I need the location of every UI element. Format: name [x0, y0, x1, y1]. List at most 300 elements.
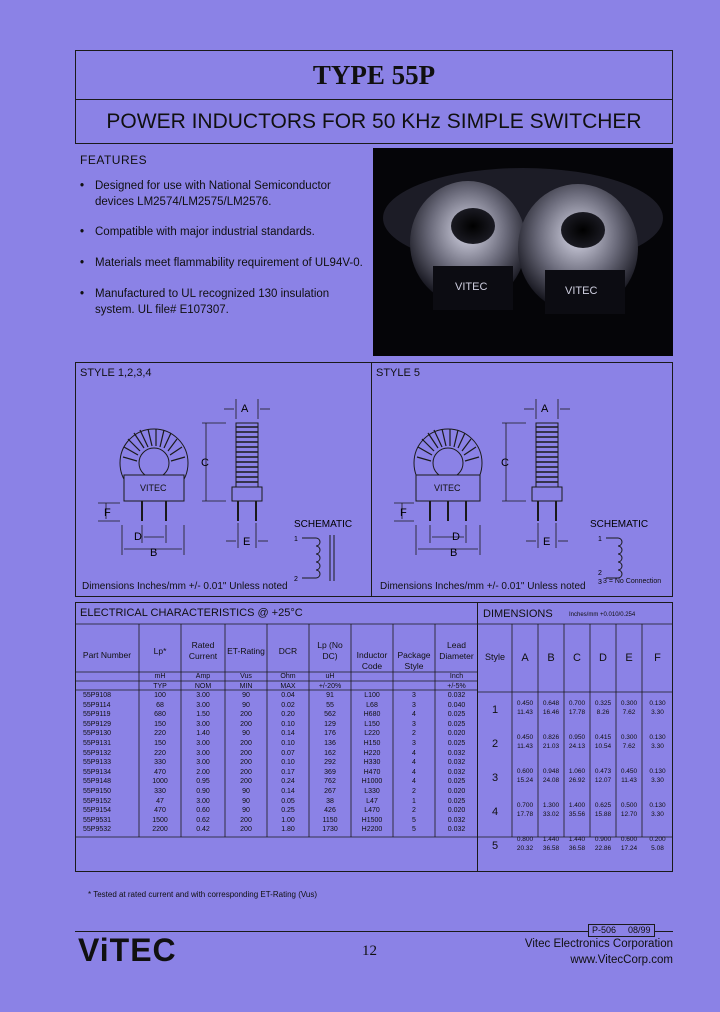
table-cell: 100	[154, 692, 166, 699]
table-cell: 200	[240, 711, 252, 719]
dim-inch-cell: 0.950	[568, 734, 586, 741]
part-number-cell: 55P9114	[83, 701, 111, 709]
dim-inch-cell: 0.600	[516, 768, 534, 775]
part-number-cell: 55P9108	[83, 692, 112, 699]
style-5-title: STYLE 5	[376, 367, 421, 379]
table-cell: 4	[412, 778, 416, 786]
table-row	[75, 777, 478, 787]
dim-inch-cell: 1.060	[568, 768, 586, 775]
table-cell: 4	[412, 711, 416, 719]
table-cell: 220	[154, 730, 166, 738]
table-cell: 0.032	[447, 692, 466, 699]
part-number-cell: 55P9134	[83, 768, 112, 776]
table-cell: 4	[412, 749, 416, 757]
pin-2-label: 2	[598, 570, 602, 577]
table-row	[75, 749, 478, 759]
table-cell: L470	[364, 807, 380, 815]
table-cell: 0.040	[447, 701, 466, 709]
dim-b-label: B	[450, 547, 458, 559]
dim-inch-cell: 0.325	[594, 700, 612, 707]
table-cell: 91	[326, 692, 334, 699]
table-cell: 90	[242, 692, 250, 699]
dim-style-cell: 2	[491, 738, 499, 750]
table-cell: H1000	[361, 778, 383, 786]
table-cell: H330	[363, 759, 381, 767]
table-cell: L150	[364, 720, 380, 728]
table-cell: 1.40	[196, 730, 210, 738]
table-cell: 90	[242, 807, 250, 815]
table-row	[75, 797, 478, 807]
table-cell: 0.02	[281, 701, 295, 709]
table-cell: L220	[364, 730, 380, 738]
dim-mm-cell: 26.92	[568, 777, 586, 784]
electrical-data-table	[75, 691, 478, 835]
unit-cell	[393, 672, 435, 682]
style-5-drawing	[372, 363, 671, 596]
part-number-cell: 55P9132	[83, 749, 112, 757]
doc-code: P-506 08/99	[588, 924, 655, 937]
table-cell: 3	[412, 692, 416, 699]
table-cell: 3.00	[196, 759, 210, 767]
unit-cell: Ohm	[280, 673, 296, 680]
dim-mm-cell: 12.70	[620, 811, 638, 818]
table-cell: 0.10	[281, 739, 295, 747]
table-cell: 3.00	[196, 749, 210, 757]
unit-cell: TYP	[153, 682, 167, 690]
dim-f-label: F	[400, 507, 407, 519]
unit-cell	[75, 682, 139, 692]
dim-mm-cell: 22.86	[594, 845, 612, 852]
table-cell: H220	[363, 749, 381, 757]
part-number-cell: 55P9152	[83, 797, 112, 805]
table-cell: 220	[154, 749, 166, 757]
dim-inch-cell: 0.200	[649, 836, 666, 843]
part-number-cell: 55P9154	[83, 807, 112, 815]
dim-mm-cell: 3.30	[651, 811, 664, 818]
dim-mm-cell: 3.30	[651, 743, 664, 750]
table-cell: 0.025	[447, 739, 466, 747]
product-photo	[373, 148, 673, 356]
photo-label-left: VITEC	[455, 281, 488, 293]
unit-cell	[75, 672, 139, 682]
table-cell: 369	[324, 768, 336, 776]
table-cell: L100	[364, 692, 380, 699]
dim-inch-cell: 0.948	[542, 768, 560, 775]
style-1-4-drawing	[76, 363, 371, 596]
dimension-note: Dimensions Inches/mm +/- 0.01" Unless noted	[380, 581, 586, 592]
electrical-footnote: * Tested at rated current and with corresponding ET-Rating (Vus)	[88, 890, 318, 899]
dim-style-cell: 4	[491, 806, 499, 818]
unit-cell: +/-20%	[318, 682, 342, 690]
table-cell: 0.025	[447, 711, 466, 719]
dim-col-header: Style	[484, 652, 505, 662]
dimensions-title: DIMENSIONS	[483, 608, 553, 620]
table-cell: 0.24	[281, 778, 295, 786]
table-cell: 3.00	[196, 739, 210, 747]
dim-mm-cell: 15.88	[594, 811, 612, 818]
schematic-label: SCHEMATIC	[590, 519, 649, 530]
table-cell: 0.10	[281, 759, 295, 767]
table-cell: 0.14	[281, 730, 295, 738]
dim-inch-cell: 0.625	[594, 802, 612, 809]
dim-mm-cell: 20.32	[516, 845, 534, 852]
table-cell: 0.025	[447, 797, 466, 805]
dim-mm-cell: 8.26	[596, 709, 610, 716]
table-cell: 3	[412, 739, 416, 747]
table-cell: 3.00	[196, 797, 210, 805]
table-cell: 90	[242, 787, 250, 795]
table-row	[75, 720, 478, 730]
col-header-dcr: DCR	[278, 646, 298, 656]
dim-inch-cell: 0.900	[594, 836, 612, 843]
table-cell: 1000	[152, 778, 168, 786]
part-number-cell: 55P9129	[83, 720, 112, 728]
table-row	[75, 806, 478, 816]
dim-f-label: F	[104, 507, 111, 519]
table-cell: 3.00	[196, 692, 210, 699]
vitec-logo: ViTEC	[78, 932, 177, 968]
table-cell: 0.20	[281, 711, 295, 719]
part-number-cell: 55P9148	[83, 778, 112, 786]
dim-inch-cell: 0.700	[568, 700, 586, 707]
table-row	[75, 768, 478, 778]
table-cell: 136	[324, 739, 336, 747]
table-cell: 162	[324, 749, 336, 757]
table-cell: 2	[412, 730, 416, 738]
dim-inch-cell: 0.600	[620, 836, 638, 843]
table-cell: 0.032	[447, 768, 466, 776]
table-cell: 0.032	[447, 759, 466, 767]
dim-mm-cell: 17.78	[516, 811, 534, 818]
unit-cell: Amp	[195, 673, 211, 680]
electrical-units-table	[75, 672, 478, 691]
pin-1-label: 1	[294, 536, 298, 543]
table-cell: 200	[240, 768, 252, 776]
no-connection-note: 3 = No Connection	[603, 578, 662, 585]
table-row	[75, 787, 478, 797]
dim-mm-cell: 24.13	[568, 743, 586, 750]
part-number-cell: 55P9119	[83, 711, 111, 719]
table-cell: H150	[363, 739, 381, 747]
col-header-package-style: Package Style	[397, 650, 431, 671]
dim-mm-cell: 5.08	[651, 845, 664, 852]
dim-col-header: E	[625, 652, 633, 664]
dim-inch-cell: 0.700	[516, 802, 534, 809]
table-cell: L330	[364, 787, 380, 795]
col-header-part-number: Part Number	[82, 650, 132, 660]
dim-mm-cell: 11.43	[621, 777, 637, 784]
page-subtitle: POWER INDUCTORS FOR 50 KHz SIMPLE SWITCHER	[75, 100, 673, 144]
col-header-et-rating: ET-Rating	[227, 646, 265, 656]
electrical-title: ELECTRICAL CHARACTERISTICS @ +25°C	[80, 607, 303, 619]
unit-cell: MAX	[280, 682, 296, 690]
dim-a-label: A	[541, 403, 549, 415]
table-cell: 680	[154, 711, 166, 719]
style-1-4-panel	[75, 362, 372, 597]
table-cell: L68	[366, 701, 378, 709]
table-row	[75, 729, 478, 739]
dim-mm-cell: 3.30	[651, 777, 664, 784]
dim-mm-cell: 7.62	[622, 743, 636, 750]
dim-inch-cell: 0.473	[594, 768, 612, 775]
unit-cell	[351, 682, 393, 692]
schematic-label: SCHEMATIC	[294, 519, 353, 530]
table-cell: 0.04	[281, 692, 295, 699]
table-cell: 200	[240, 759, 252, 767]
dim-inch-cell: 0.826	[542, 734, 560, 741]
part-number-cell: 55P9531	[83, 816, 112, 824]
dim-mm-cell: 16.46	[542, 709, 560, 716]
table-cell: 0.032	[447, 826, 466, 834]
part-number-cell: 55P9130	[83, 730, 112, 738]
unit-cell: MIN	[239, 682, 253, 690]
table-cell: 90	[242, 730, 250, 738]
dim-a-label: A	[241, 403, 249, 415]
col-header-lp: Lp*	[153, 646, 167, 656]
table-cell: 200	[240, 749, 252, 757]
table-cell: 68	[156, 701, 164, 709]
table-cell: 200	[240, 826, 252, 834]
dim-inch-cell: 0.500	[620, 802, 638, 809]
table-cell: 2200	[152, 826, 168, 834]
feature-item: • Compatible with major industrial standards.	[80, 226, 315, 238]
dim-mm-cell: 11.43	[517, 743, 533, 750]
dim-inch-cell: 0.415	[594, 734, 612, 741]
dim-mm-cell: 21.03	[542, 743, 560, 750]
table-cell: 2	[412, 787, 416, 795]
dim-mm-cell: 12.07	[594, 777, 612, 784]
part-label: VITEC	[140, 483, 167, 493]
dim-inch-cell: 0.450	[516, 734, 534, 741]
table-cell: 3.00	[196, 701, 210, 709]
table-row	[75, 739, 478, 749]
table-cell: 0.032	[447, 749, 466, 757]
dim-d-label: D	[452, 531, 460, 543]
table-cell: 0.60	[196, 807, 210, 815]
dim-mm-cell: 11.43	[517, 709, 533, 716]
dim-inch-cell: 0.300	[620, 700, 638, 707]
table-cell: 0.95	[196, 778, 210, 786]
style-1-4-title: STYLE 1,2,3,4	[80, 367, 152, 379]
table-cell: 762	[324, 778, 336, 786]
pin-3-label: 3	[598, 579, 602, 586]
dim-mm-cell: 7.62	[622, 709, 636, 716]
table-cell: 3	[412, 720, 416, 728]
table-cell: 200	[240, 778, 252, 786]
dim-mm-cell: 24.08	[542, 777, 560, 784]
table-row	[75, 758, 478, 768]
feature-item: • Manufactured to UL recognized 130 insulation system. UL file# E107307.	[80, 288, 330, 316]
unit-cell	[351, 672, 393, 682]
dim-inch-cell: 0.300	[620, 734, 638, 741]
dim-style-cell: 5	[491, 840, 499, 852]
table-cell: 200	[240, 816, 252, 824]
table-cell: 0.14	[281, 787, 295, 795]
part-number-cell: 55P9150	[83, 787, 112, 795]
dim-mm-cell: 36.58	[568, 845, 586, 852]
table-cell: 0.020	[447, 807, 466, 815]
feature-item: • Materials meet flammability requirement of UL94V-0.	[80, 257, 363, 269]
dim-inch-cell: 0.450	[516, 700, 534, 707]
table-row	[75, 701, 478, 711]
table-cell: 292	[324, 759, 336, 767]
table-cell: 200	[240, 720, 252, 728]
table-cell: 1.50	[196, 711, 210, 719]
dim-c-label: C	[201, 457, 209, 469]
dim-inch-cell: 1.300	[542, 802, 560, 809]
part-label: VITEC	[434, 483, 461, 493]
company-name: Vitec Electronics Corporation	[524, 938, 673, 950]
table-cell: 4	[412, 768, 416, 776]
table-cell: 150	[154, 720, 166, 728]
table-cell: L47	[366, 797, 378, 805]
table-cell: 5	[412, 826, 416, 834]
dim-inch-cell: 0.130	[649, 700, 666, 707]
dim-inch-cell: 0.130	[649, 768, 666, 775]
dim-style-cell: 1	[491, 704, 499, 716]
table-cell: 1730	[322, 826, 338, 834]
dim-mm-cell: 3.30	[651, 709, 664, 716]
table-cell: 1.80	[281, 826, 295, 834]
table-cell: 0.05	[281, 797, 295, 805]
table-cell: 55	[326, 701, 334, 709]
table-cell: 0.020	[447, 787, 466, 795]
table-cell: 3	[412, 701, 416, 709]
part-number-cell: 55P9133	[83, 759, 112, 767]
col-header-inductor-code: Inductor Code	[356, 650, 388, 671]
dim-col-header: A	[521, 652, 529, 664]
dim-inch-cell: 0.648	[542, 700, 560, 707]
dim-inch-cell: 0.800	[516, 836, 534, 843]
table-cell: 330	[154, 759, 166, 767]
col-header-lp-no-dc: Lp (No DC)	[317, 640, 343, 661]
table-row	[75, 816, 478, 826]
unit-cell: NOM	[194, 682, 212, 690]
table-cell: 47	[156, 797, 164, 805]
table-cell: 5	[412, 816, 416, 824]
table-cell: 176	[324, 730, 336, 738]
table-cell: H470	[363, 768, 381, 776]
table-cell: H680	[363, 711, 381, 719]
dim-b-label: B	[150, 547, 158, 559]
unit-cell: uH	[325, 673, 335, 680]
table-cell: 267	[324, 787, 336, 795]
table-cell: 200	[240, 739, 252, 747]
dim-mm-cell: 10.54	[594, 743, 612, 750]
dim-col-header: D	[599, 652, 607, 664]
style-5-panel	[372, 362, 673, 597]
page-title: TYPE 55P	[75, 50, 673, 100]
table-cell: 562	[324, 711, 336, 719]
table-cell: 4	[412, 759, 416, 767]
dim-inch-cell: 0.130	[649, 802, 666, 809]
table-cell: 0.90	[196, 787, 210, 795]
table-cell: 90	[242, 797, 250, 805]
table-cell: 0.17	[281, 768, 295, 776]
unit-cell: Inch	[449, 673, 464, 680]
table-cell: 38	[326, 797, 334, 805]
table-cell: 1500	[152, 816, 168, 824]
table-cell: 3.00	[196, 720, 210, 728]
table-cell: 150	[154, 739, 166, 747]
pin-2-label: 2	[294, 576, 298, 583]
company-url[interactable]: www.VitecCorp.com	[570, 954, 673, 966]
feature-item: • Designed for use with National Semiconductor devices LM2574/LM2575/LM2576.	[80, 180, 331, 208]
table-cell: 470	[154, 768, 166, 776]
table-cell: 1150	[322, 816, 338, 824]
dim-d-label: D	[134, 531, 142, 543]
unit-cell	[393, 682, 435, 692]
table-cell: 0.42	[196, 826, 210, 834]
table-cell: 0.62	[196, 816, 210, 824]
dim-inch-cell: 1.440	[542, 836, 560, 843]
col-header-rated-current: Rated Current	[188, 640, 218, 661]
table-cell: 1	[412, 797, 416, 805]
table-cell: 0.25	[281, 807, 295, 815]
table-row	[75, 710, 478, 720]
table-cell: 0.07	[281, 749, 295, 757]
dim-mm-cell: 33.02	[542, 811, 560, 818]
dim-c-label: C	[501, 457, 509, 469]
units-row	[75, 672, 478, 682]
dim-col-header: B	[547, 652, 555, 664]
dim-e-label: E	[543, 536, 551, 548]
table-cell: 330	[154, 787, 166, 795]
table-cell: 0.025	[447, 778, 466, 786]
table-cell: 90	[242, 701, 250, 709]
table-cell: 2	[412, 807, 416, 815]
table-cell: H1500	[361, 816, 383, 824]
table-row	[75, 825, 478, 835]
dim-inch-cell: 1.440	[568, 836, 586, 843]
table-cell: H2200	[361, 826, 383, 834]
pin-1-label: 1	[598, 536, 602, 543]
table-cell: 1.00	[281, 816, 295, 824]
table-cell: 2.00	[196, 768, 210, 776]
part-number-cell: 55P9532	[83, 826, 112, 834]
dim-mm-cell: 17.24	[620, 845, 638, 852]
dim-col-header: F	[654, 652, 661, 664]
dim-inch-cell: 1.400	[568, 802, 586, 809]
unit-cell: +/-5%	[447, 682, 466, 690]
dim-style-cell: 3	[491, 772, 499, 784]
unit-cell: mH	[154, 673, 166, 680]
col-header-lead-diameter: Lead Diameter	[439, 640, 474, 661]
dim-inch-cell: 0.130	[649, 734, 666, 741]
dim-mm-cell: 17.78	[568, 709, 586, 716]
table-row	[75, 691, 478, 701]
table-cell: 0.020	[447, 730, 466, 738]
features-heading: FEATURES	[80, 153, 148, 167]
dimension-note: Dimensions Inches/mm +/- 0.01" Unless noted	[82, 581, 288, 592]
dim-mm-cell: 35.56	[568, 811, 586, 818]
dimensions-unit-note: Inches/mm +0.010/0.254	[569, 612, 636, 618]
dim-e-label: E	[243, 536, 251, 548]
units-row	[75, 682, 478, 692]
dim-col-header: C	[573, 652, 581, 664]
table-cell: 0.025	[447, 720, 466, 728]
dim-inch-cell: 0.450	[620, 768, 638, 775]
dim-mm-cell: 36.58	[542, 845, 560, 852]
dim-mm-cell: 15.24	[516, 777, 534, 784]
part-number-cell: 55P9131	[83, 739, 112, 747]
table-cell: 426	[324, 807, 336, 815]
page-number: 12	[362, 943, 377, 959]
table-cell: 129	[324, 720, 336, 728]
table-cell: 0.10	[281, 720, 295, 728]
unit-cell: Vus	[240, 673, 252, 680]
table-cell: 470	[154, 807, 166, 815]
